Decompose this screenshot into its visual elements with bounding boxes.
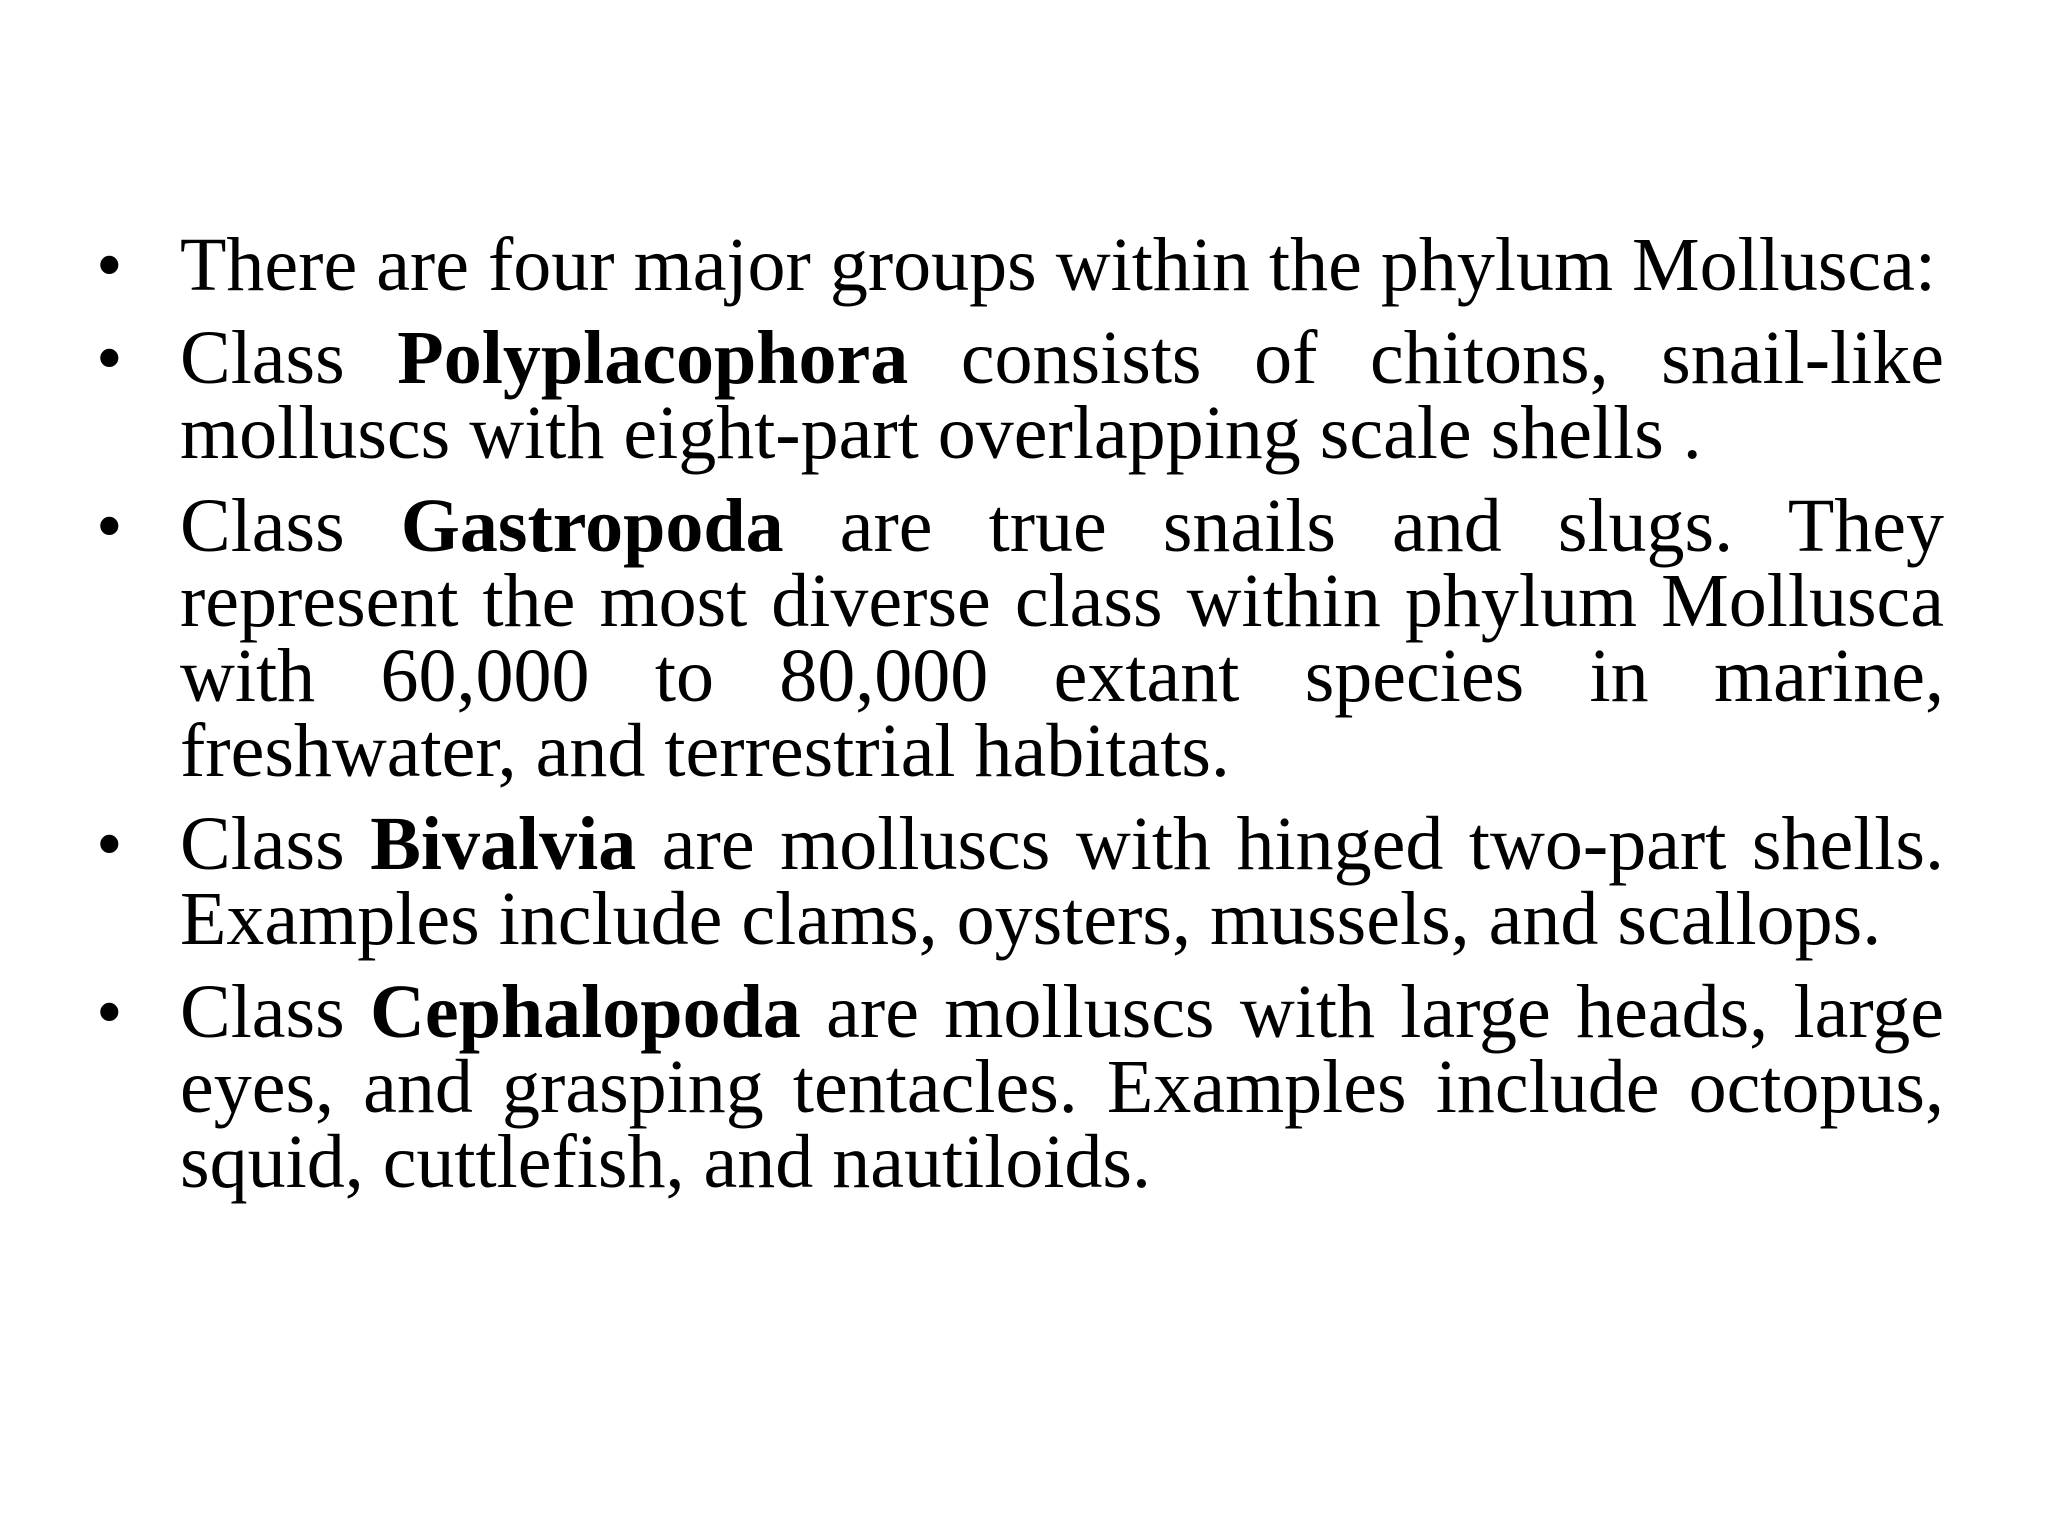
class-name-gastropoda: Gastropoda	[400, 484, 784, 568]
bullet-icon: •	[96, 802, 123, 886]
bullet-prefix: Class	[180, 316, 398, 400]
bullet-text: There are four major groups within the phylum Mollusca:	[180, 223, 1937, 307]
bullet-icon: •	[96, 970, 123, 1054]
bullet-item-gastropoda	[96, 484, 1944, 793]
bullet-text: are true snails and slugs. They represent the most diverse class within phylum Mollusca with 60,000 to 80,000 extant species in marine, freshwater, and terrestrial habitats.	[180, 484, 1944, 793]
class-name-polyplacophora: Polyplacophora	[397, 316, 909, 400]
bullet-list	[96, 223, 1945, 1204]
class-name-bivalvia: Bivalvia	[370, 802, 637, 886]
bullet-item-bivalvia	[96, 802, 1945, 961]
bullet-icon: •	[96, 223, 123, 307]
bullet-prefix: Class	[180, 970, 371, 1054]
bullet-prefix: Class	[180, 484, 401, 568]
bullet-text: consists of chitons, snail-like molluscs with eight-part overlapping scale shells .	[180, 316, 1944, 475]
bullet-text: are molluscs with hinged two-part shells. Examples include clams, oysters, mussels, and scallops.	[180, 802, 1945, 961]
bullet-icon: •	[96, 484, 123, 568]
bullet-text: are molluscs with large heads, large eyes, and grasping tentacles. Examples include octopus, squid, cuttlefish, and nautiloids.	[180, 970, 1944, 1204]
bullet-icon: •	[96, 316, 123, 400]
bullet-prefix: Class	[180, 802, 371, 886]
bullet-item-polyplacophora	[96, 316, 1944, 475]
bullet-item-intro	[96, 223, 1944, 307]
class-name-cephalopoda: Cephalopoda	[370, 970, 801, 1054]
bullet-item-cephalopoda	[96, 970, 1944, 1204]
